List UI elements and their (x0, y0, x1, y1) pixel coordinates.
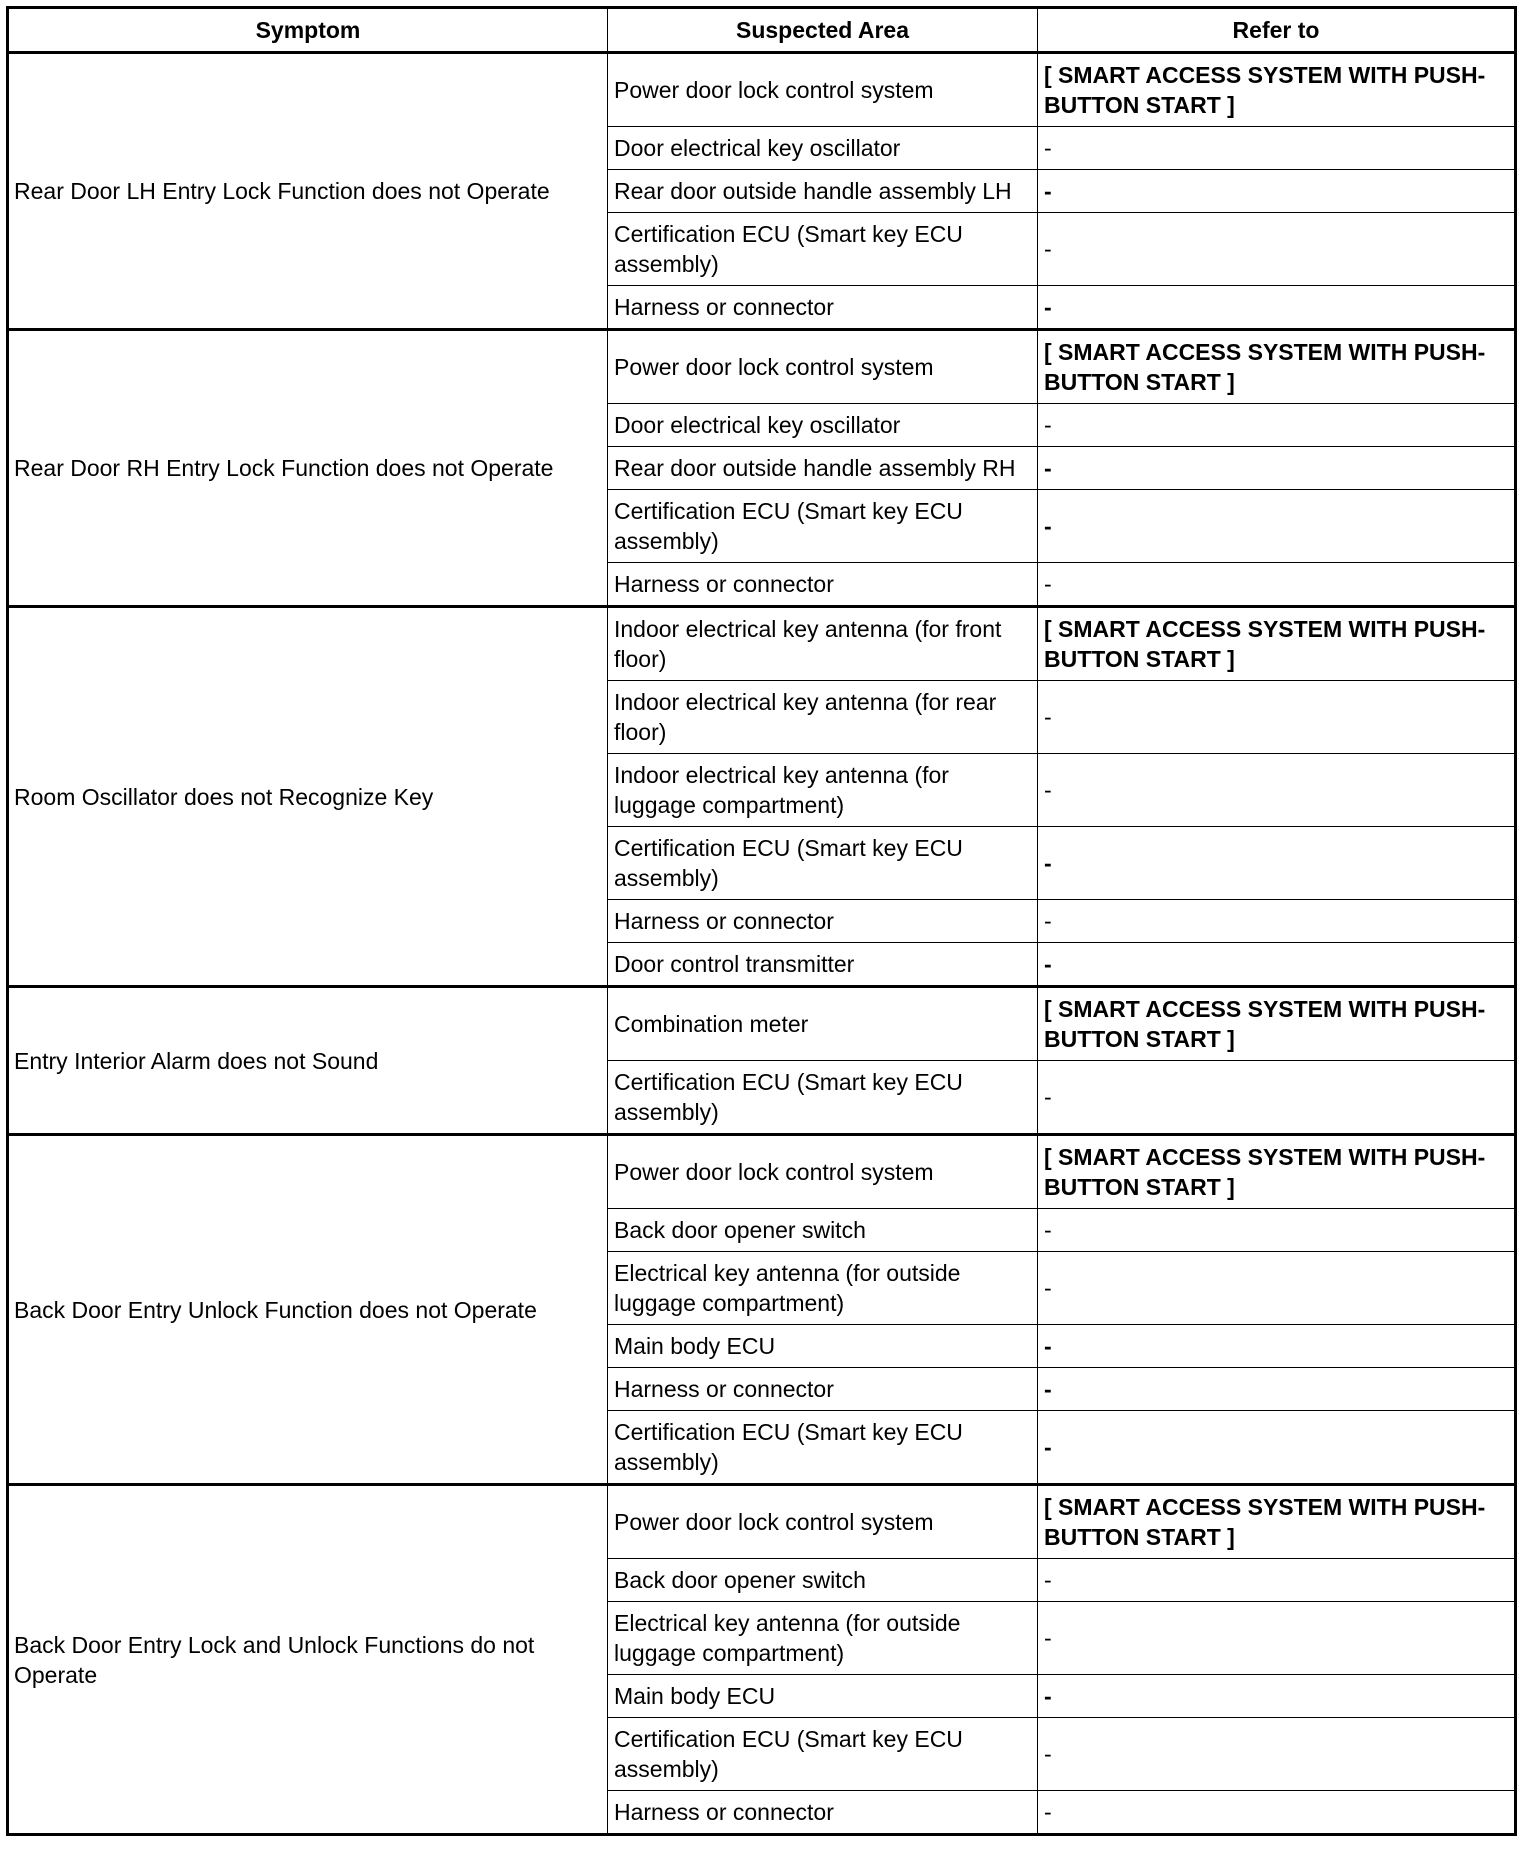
suspected-area-cell: Power door lock control system (608, 330, 1038, 404)
refer-to-cell: - (1038, 1602, 1516, 1675)
suspected-area-cell: Harness or connector (608, 1791, 1038, 1835)
refer-to-cell: - (1038, 127, 1516, 170)
suspected-area-cell: Main body ECU (608, 1675, 1038, 1718)
table-row (8, 1485, 1516, 1559)
refer-to-cell: - (1038, 754, 1516, 827)
suspected-area-cell: Indoor electrical key antenna (for front floor) (608, 607, 1038, 681)
header-suspected-area: Suspected Area (608, 8, 1038, 53)
refer-to-cell: [ SMART ACCESS SYSTEM WITH PUSH-BUTTON START ] (1038, 607, 1516, 681)
refer-to-cell: - (1038, 563, 1516, 607)
suspected-area-cell: Indoor electrical key antenna (for luggage compartment) (608, 754, 1038, 827)
refer-to-cell: - (1038, 1718, 1516, 1791)
suspected-area-cell: Certification ECU (Smart key ECU assembly) (608, 827, 1038, 900)
suspected-area-cell: Harness or connector (608, 563, 1038, 607)
suspected-area-cell: Main body ECU (608, 1325, 1038, 1368)
header-row (8, 8, 1516, 53)
refer-to-cell: - (1038, 1252, 1516, 1325)
header-refer-to: Refer to (1038, 8, 1516, 53)
symptom-cell: Back Door Entry Lock and Unlock Functions do not Operate (8, 1485, 608, 1835)
suspected-area-cell: Power door lock control system (608, 53, 1038, 127)
refer-to-cell: - (1038, 681, 1516, 754)
suspected-area-cell: Certification ECU (Smart key ECU assembly) (608, 1411, 1038, 1485)
document-page (6, 6, 1514, 1836)
symptom-cell: Rear Door LH Entry Lock Function does not Operate (8, 53, 608, 330)
table-row (8, 607, 1516, 681)
refer-to-cell: - (1038, 490, 1516, 563)
suspected-area-cell: Electrical key antenna (for outside luggage compartment) (608, 1252, 1038, 1325)
refer-to-cell: [ SMART ACCESS SYSTEM WITH PUSH-BUTTON START ] (1038, 1135, 1516, 1209)
refer-to-cell: - (1038, 1325, 1516, 1368)
suspected-area-cell: Harness or connector (608, 1368, 1038, 1411)
suspected-area-cell: Certification ECU (Smart key ECU assembly) (608, 1061, 1038, 1135)
refer-to-cell: - (1038, 170, 1516, 213)
symptom-cell: Rear Door RH Entry Lock Function does not Operate (8, 330, 608, 607)
table-body (8, 53, 1516, 1835)
refer-to-cell: - (1038, 1368, 1516, 1411)
suspected-area-cell: Door control transmitter (608, 943, 1038, 987)
suspected-area-cell: Back door opener switch (608, 1209, 1038, 1252)
refer-to-cell: - (1038, 286, 1516, 330)
refer-to-cell: - (1038, 1559, 1516, 1602)
table-row (8, 330, 1516, 404)
refer-to-cell: [ SMART ACCESS SYSTEM WITH PUSH-BUTTON START ] (1038, 330, 1516, 404)
suspected-area-cell: Door electrical key oscillator (608, 127, 1038, 170)
suspected-area-cell: Combination meter (608, 987, 1038, 1061)
refer-to-cell: [ SMART ACCESS SYSTEM WITH PUSH-BUTTON START ] (1038, 1485, 1516, 1559)
suspected-area-cell: Rear door outside handle assembly RH (608, 447, 1038, 490)
refer-to-cell: - (1038, 827, 1516, 900)
suspected-area-cell: Power door lock control system (608, 1485, 1038, 1559)
refer-to-cell: [ SMART ACCESS SYSTEM WITH PUSH-BUTTON START ] (1038, 53, 1516, 127)
suspected-area-cell: Electrical key antenna (for outside luggage compartment) (608, 1602, 1038, 1675)
refer-to-cell: - (1038, 1209, 1516, 1252)
suspected-area-cell: Harness or connector (608, 900, 1038, 943)
symptom-cell: Room Oscillator does not Recognize Key (8, 607, 608, 987)
header-symptom: Symptom (8, 8, 608, 53)
table-row (8, 1135, 1516, 1209)
symptom-table (6, 6, 1517, 1836)
suspected-area-cell: Power door lock control system (608, 1135, 1038, 1209)
suspected-area-cell: Harness or connector (608, 286, 1038, 330)
symptom-cell: Entry Interior Alarm does not Sound (8, 987, 608, 1135)
refer-to-cell: - (1038, 447, 1516, 490)
refer-to-cell: - (1038, 943, 1516, 987)
suspected-area-cell: Certification ECU (Smart key ECU assembly) (608, 1718, 1038, 1791)
table-row (8, 987, 1516, 1061)
refer-to-cell: - (1038, 213, 1516, 286)
refer-to-cell: - (1038, 1791, 1516, 1835)
refer-to-cell: [ SMART ACCESS SYSTEM WITH PUSH-BUTTON START ] (1038, 987, 1516, 1061)
refer-to-cell: - (1038, 1061, 1516, 1135)
table-row (8, 53, 1516, 127)
refer-to-cell: - (1038, 1411, 1516, 1485)
refer-to-cell: - (1038, 404, 1516, 447)
suspected-area-cell: Door electrical key oscillator (608, 404, 1038, 447)
suspected-area-cell: Back door opener switch (608, 1559, 1038, 1602)
suspected-area-cell: Indoor electrical key antenna (for rear floor) (608, 681, 1038, 754)
suspected-area-cell: Certification ECU (Smart key ECU assembly) (608, 490, 1038, 563)
suspected-area-cell: Rear door outside handle assembly LH (608, 170, 1038, 213)
symptom-cell: Back Door Entry Unlock Function does not Operate (8, 1135, 608, 1485)
refer-to-cell: - (1038, 900, 1516, 943)
suspected-area-cell: Certification ECU (Smart key ECU assembly) (608, 213, 1038, 286)
refer-to-cell: - (1038, 1675, 1516, 1718)
